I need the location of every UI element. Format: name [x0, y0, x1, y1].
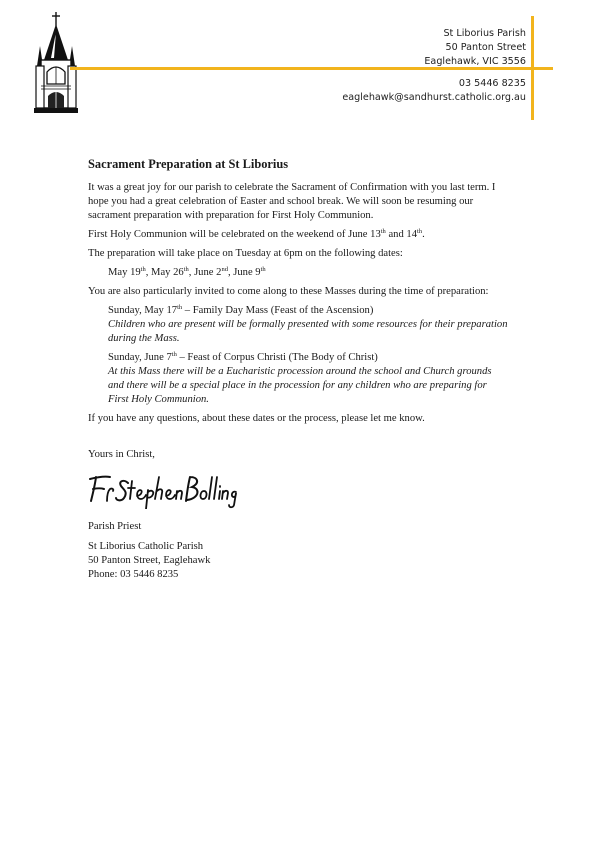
text-segment: First Holy Communion will be celebrated on the weekend of June 13	[88, 229, 381, 240]
questions-paragraph: If you have any questions, about these dates or the process, please let me know.	[88, 413, 425, 424]
date-item: May 19th,	[108, 266, 152, 278]
address-line: Eaglehawk, VIC 3556	[424, 56, 526, 67]
parish-address	[424, 27, 526, 69]
ordinal-suffix: th	[417, 228, 423, 235]
footer-line: 50 Panton Street, Eaglehawk	[88, 555, 211, 566]
mass-note: At this Mass there will be a Eucharistic procession around the school and Church grounds and there will be a special place in the procession for any children who are preparing for First Holy Communion.	[108, 366, 492, 405]
mass-entry-corpus-christi	[108, 351, 508, 407]
date-item: May 26th,	[151, 266, 195, 278]
address-line: St Liborius Parish	[443, 28, 526, 39]
date-item: June 9th	[233, 266, 266, 278]
footer-line: St Liborius Catholic Parish	[88, 541, 204, 552]
communion-weekend-paragraph	[88, 228, 508, 242]
mass-heading: Sunday, June 7th – Feast of Corpus Christi (The Body of Christ)	[108, 351, 378, 363]
signatory-role: Parish Priest	[88, 521, 142, 532]
handwritten-signature	[88, 471, 238, 509]
letter-body	[88, 157, 508, 582]
text-segment: .	[422, 229, 425, 240]
email-address[interactable]: eaglehawk@sandhurst.catholic.org.au	[342, 92, 526, 103]
mass-entry-ascension	[108, 304, 508, 346]
address-line: 50 Panton Street	[445, 42, 526, 53]
letter-title: Sacrament Preparation at St Liborius	[88, 157, 289, 171]
footer-line: Phone: 03 5446 8235	[88, 569, 179, 580]
intro-paragraph: It was a great joy for our parish to celebrate the Sacrament of Confirmation with you last term. I hope you had a great celebration of Easter and school break. We will soon be resuming our sacrament preparation with preparation for First Holy Communion.	[88, 182, 496, 221]
preparation-dates	[108, 266, 508, 280]
preparation-paragraph: The preparation will take place on Tuesday at 6pm on the following dates:	[88, 248, 403, 259]
parish-footer-address	[88, 540, 508, 582]
mass-note: Children who are present will be formally presented with some resources for their preparation during the Mass.	[108, 319, 508, 344]
church-spire-icon	[30, 10, 82, 120]
date-item: June 2nd,	[194, 266, 234, 278]
ordinal-suffix: th	[380, 228, 386, 235]
mass-heading: Sunday, May 17th – Family Day Mass (Feast of the Ascension)	[108, 304, 374, 316]
closing-salutation: Yours in Christ,	[88, 449, 155, 460]
parish-contact	[342, 77, 526, 105]
masses-invitation-paragraph: You are also particularly invited to come along to these Masses during the time of preparation:	[88, 286, 489, 297]
header-accent-bar	[531, 16, 534, 120]
text-segment: and 14	[385, 229, 417, 240]
phone-number: 03 5446 8235	[458, 78, 526, 89]
